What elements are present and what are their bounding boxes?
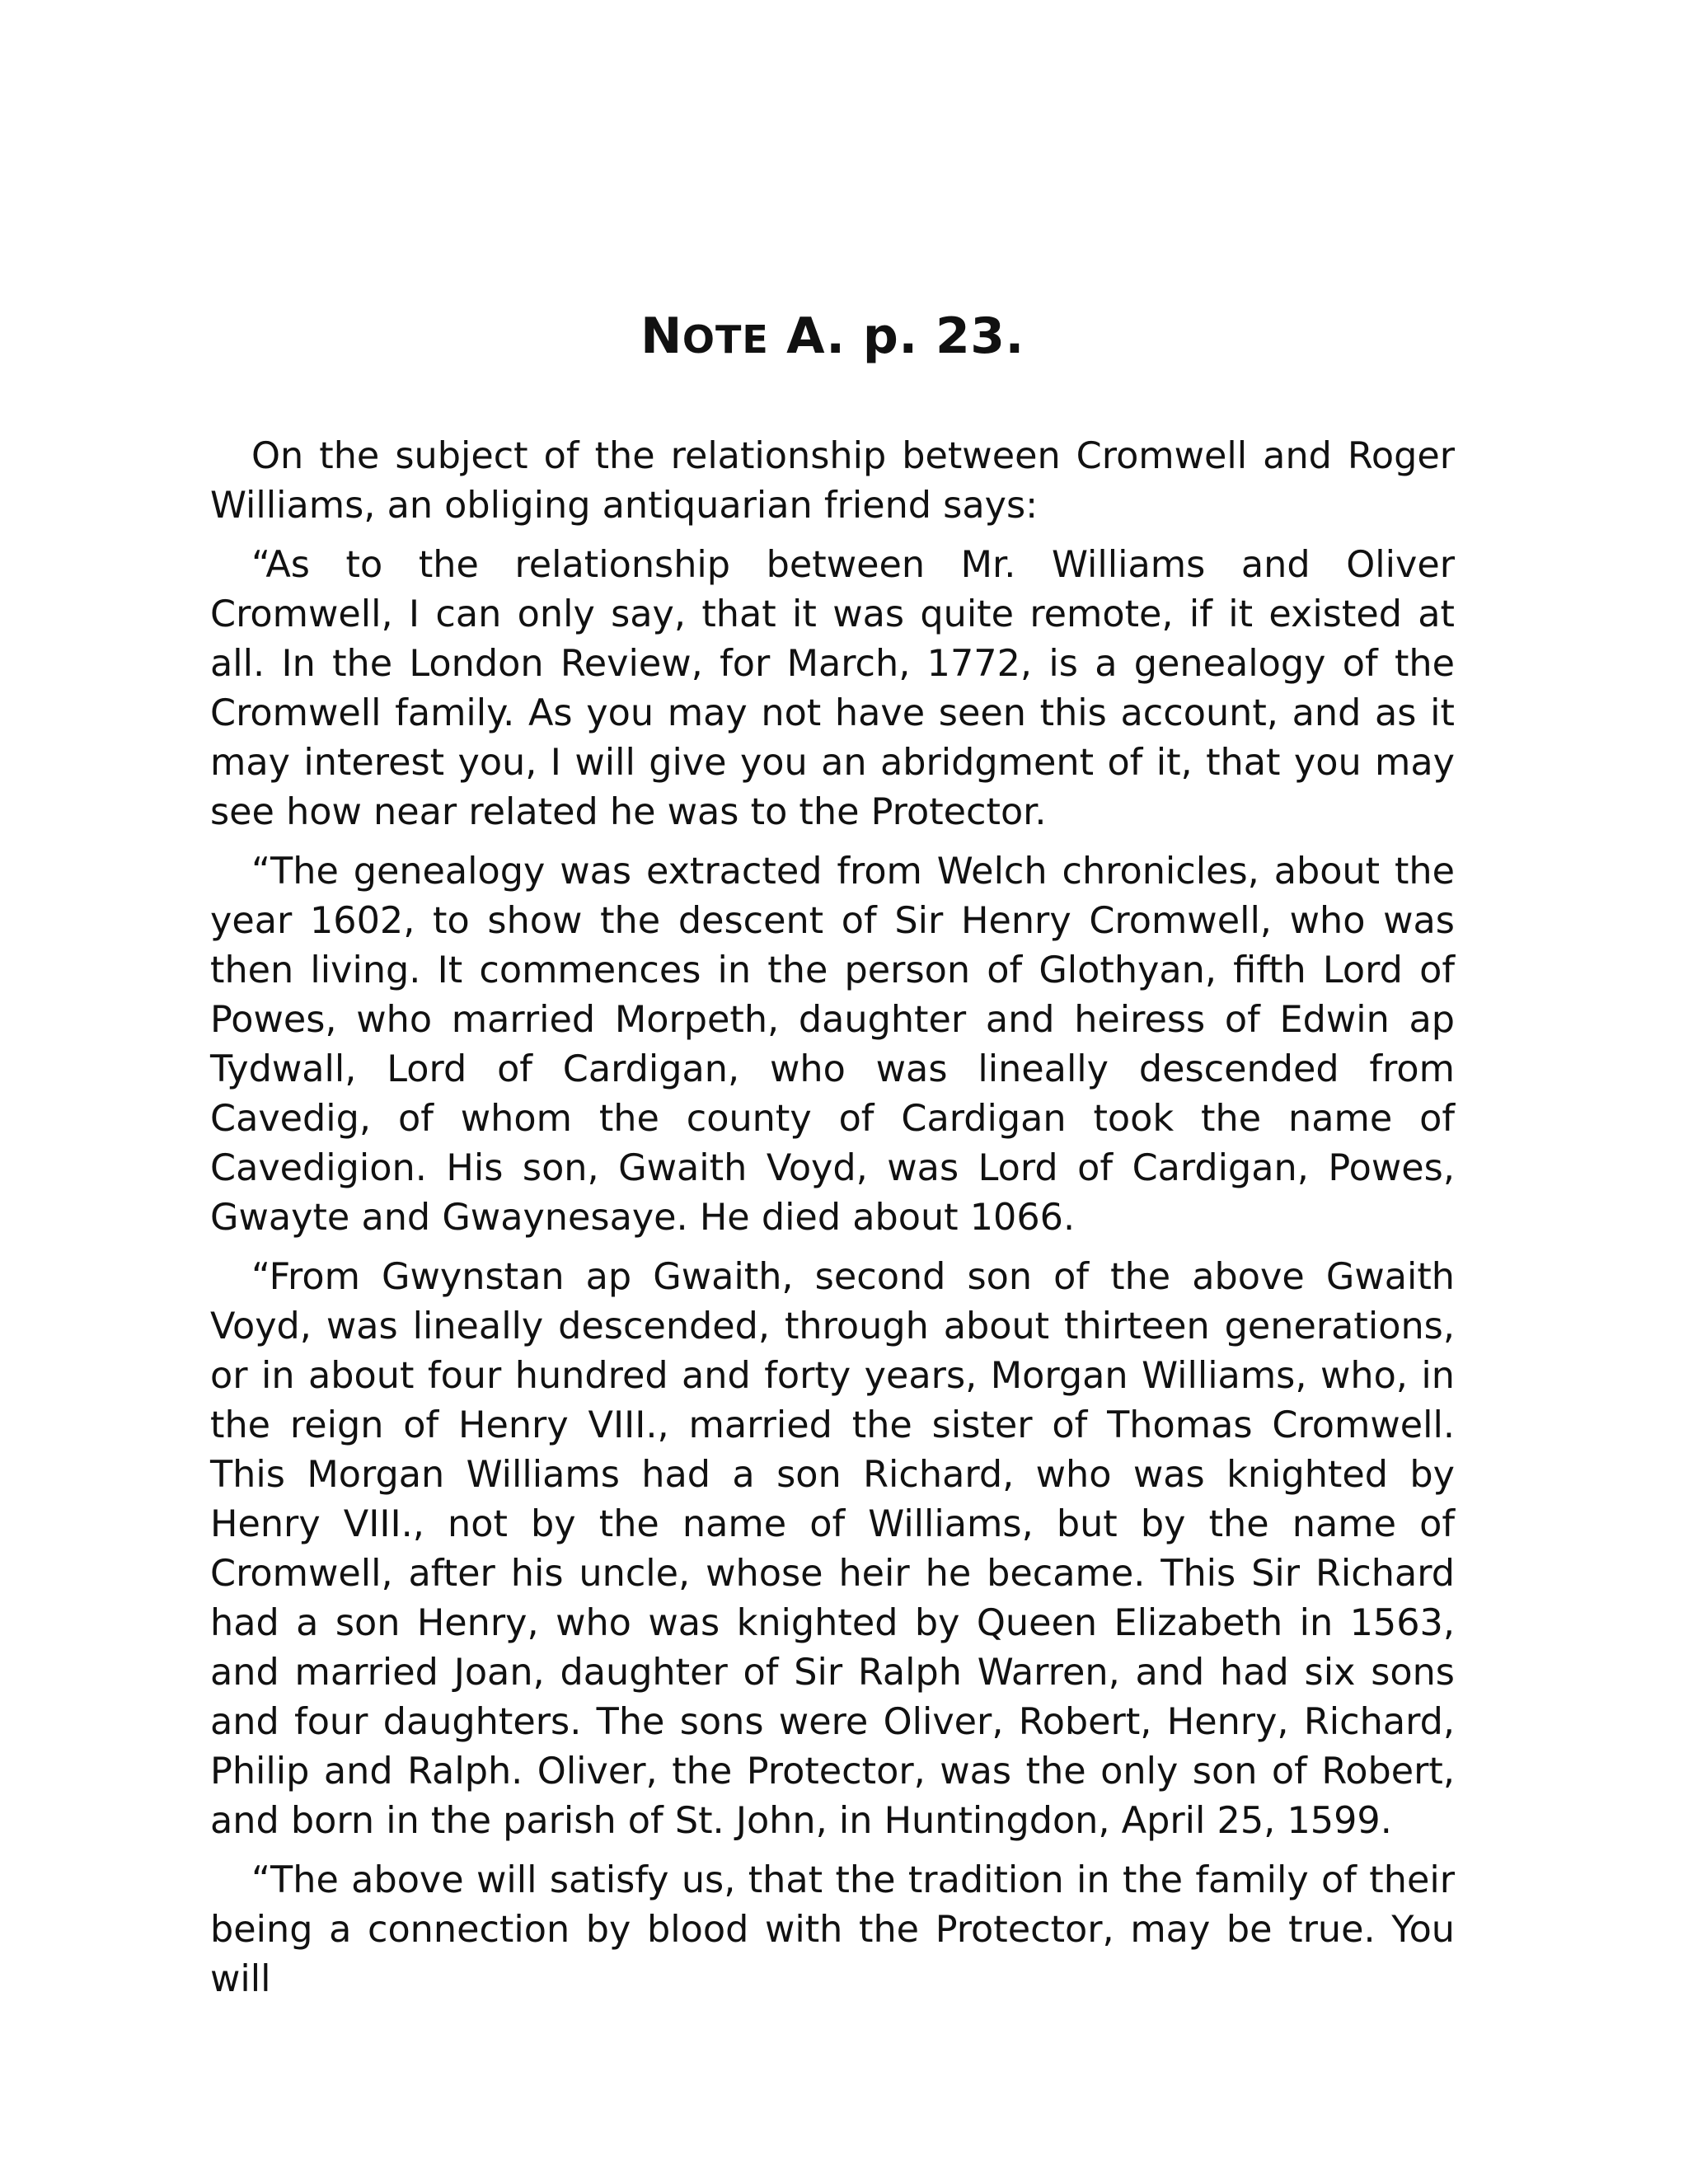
title-small-caps: OTE [682,317,769,362]
paragraph-3: “The genealogy was extracted from Welch chronicles, about the year 1602, to show the descent of Sir Henry Cromwell, who was then living. It commences in the person of Glothyan, fifth Lord of Powes, who married Morpeth, daughter and heiress of Edwin ap Tydwall, Lord of Cardigan, who was lineally descended from Cavedig, of whom the county of Cardigan took the name of Cavedigion. His son, Gwaith Voyd, was Lord of Cardigan, Powes, Gwayte and Gwaynesaye. He died about 1066. [210,851,1455,1239]
paragraph-4: “From Gwynstan ap Gwaith, second son of the above Gwaith Voyd, was lineally descended, through about thirteen generations, or in about four hundred and forty years, Morgan Williams, who, in the reign of Henry VIII., married the sister of Thomas Cromwell. This Morgan Williams had a son Richard, who was knighted by Henry VIII., not by the name of Williams, but by the name of Cromwell, after his uncle, whose heir he became. This Sir Richard had a son Henry, who was knighted by Queen Elizabeth in 1563, and married Joan, daughter of Sir Ralph Warren, and had six sons and four daughters. The sons were Oliver, Robert, Henry, Richard, Philip and Ralph. Oliver, the Protector, was the only son of Robert, and born in the parish of St. John, in Huntingdon, April 25, 1599. [210,1256,1455,1842]
paragraph-5: “The above will satisfy us, that the tradition in the family of their being a connection by blood with the Protector, may be true. You will [210,1859,1455,2000]
paragraph-2: “As to the relationship between Mr. Williams and Oliver Cromwell, I can only say, that it was quite remote, if it existed at all. In the London Review, for March, 1772, is a genealogy of the Cromwell family. As you may not have seen this account, and as it may interest you, I will give you an abridgment of it, that you may see how near related he was to the Protector. [210,544,1455,833]
title-initial: N [640,307,682,365]
page-content [210,297,1455,2014]
page-title [210,297,1455,379]
title-rest: A. p. 23. [768,307,1025,365]
paragraph-1: On the subject of the relationship between Cromwell and Roger Williams, an obliging antiquarian friend says: [210,435,1455,527]
